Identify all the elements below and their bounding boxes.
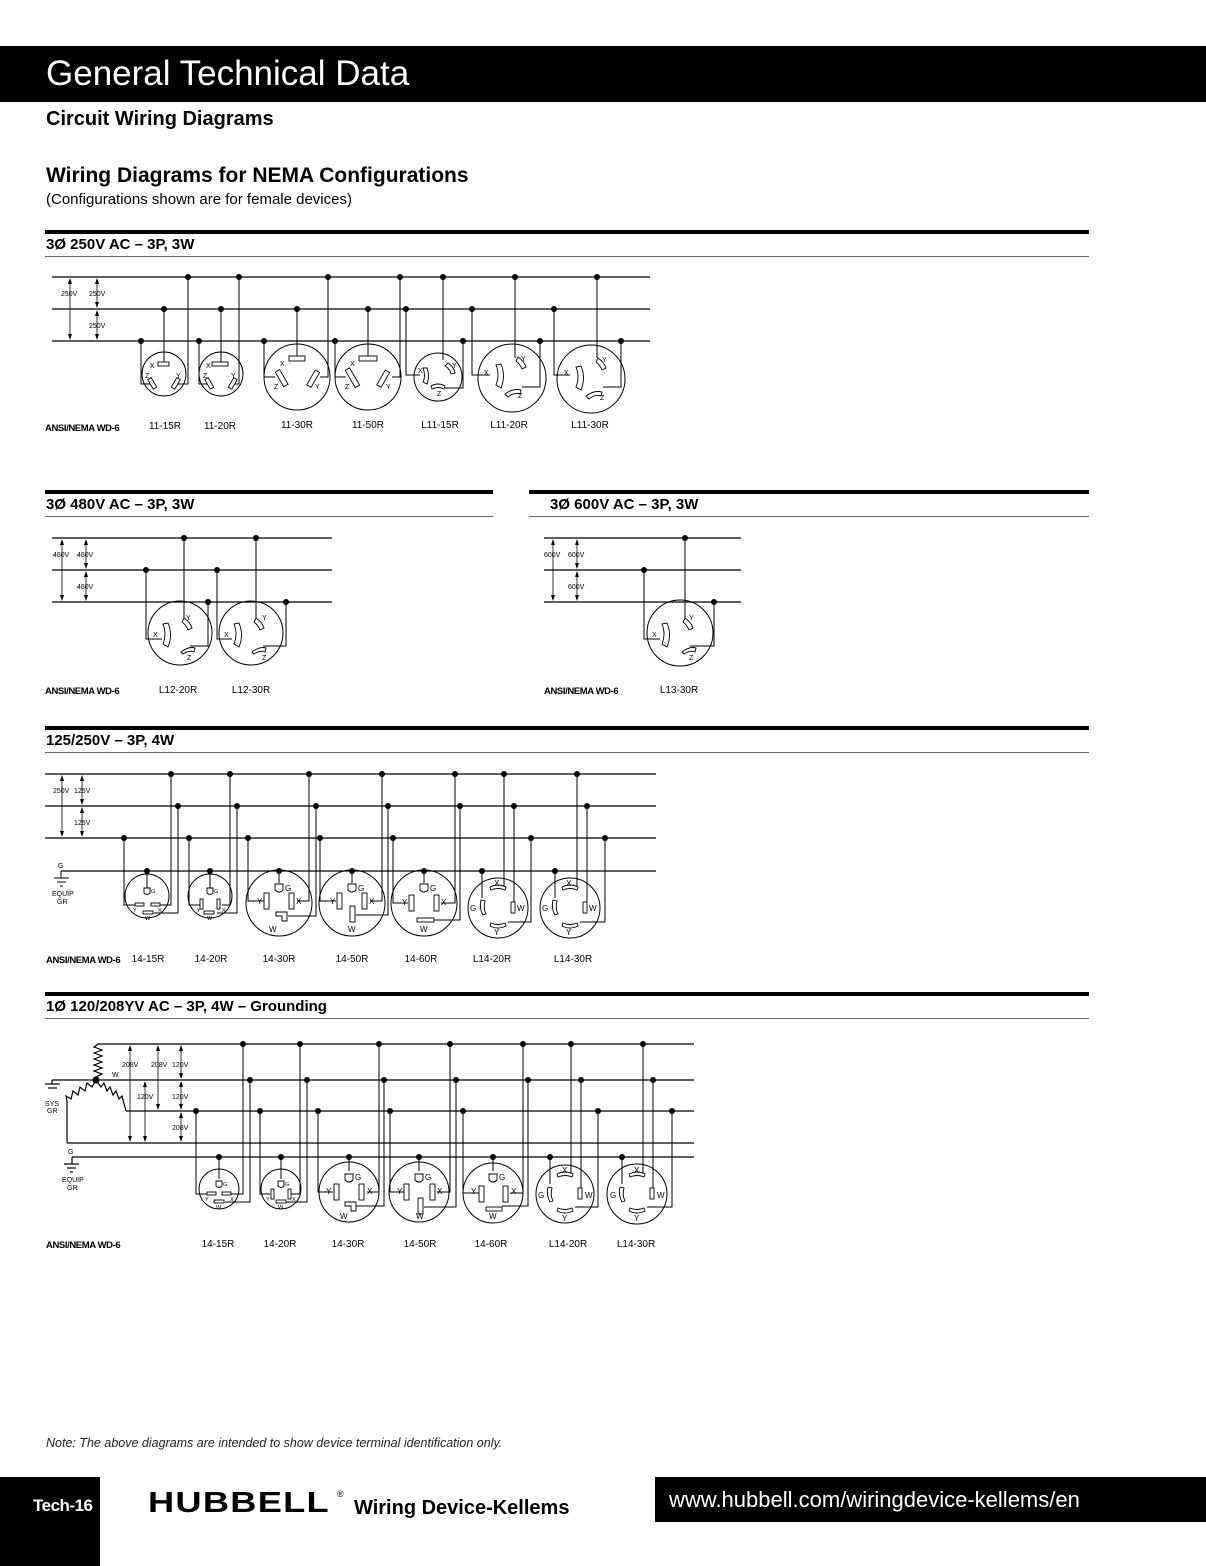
section-note: (Configurations shown are for female devices) [46, 191, 352, 208]
svg-text:X: X [511, 1187, 517, 1196]
svg-text:W: W [489, 1212, 497, 1221]
svg-text:W: W [207, 916, 213, 922]
svg-text:Y: Y [452, 363, 457, 370]
svg-text:X: X [206, 363, 211, 370]
svg-text:Y: Y [386, 384, 391, 391]
svg-text:Y: Y [315, 384, 320, 391]
svg-text:EQUIP: EQUIP [62, 1177, 84, 1184]
svg-text:Y: Y [176, 373, 181, 380]
svg-text:X: X [437, 1187, 443, 1196]
receptacle-label: 11-20R [203, 421, 237, 432]
receptacle-label: 14-30R [262, 954, 296, 965]
brand-logo: HUBBELL [148, 1487, 330, 1519]
svg-text:X: X [564, 370, 569, 377]
svg-text:G: G [358, 884, 365, 893]
svg-text:G: G [151, 889, 156, 895]
receptacle-label: 14-15R [131, 954, 165, 965]
receptacle-label: 14-50R [403, 1239, 437, 1250]
svg-text:W: W [112, 1072, 119, 1079]
svg-text:W: W [216, 1205, 222, 1211]
svg-text:G: G [58, 863, 64, 870]
svg-text:Y: Y [326, 1187, 332, 1196]
receptacle-label: 11-15R [148, 421, 182, 432]
receptacle-label: 14-20R [194, 954, 228, 965]
svg-text:120V: 120V [172, 1062, 189, 1069]
page-number: Tech-16 [33, 1496, 93, 1515]
svg-text:X: X [296, 897, 302, 906]
svg-text:X: X [153, 632, 158, 639]
svg-text:W: W [145, 916, 151, 922]
wiring-diagram-125-250v-3p4w [0, 760, 670, 950]
svg-text:W: W [278, 1205, 284, 1211]
svg-text:Z: Z [437, 391, 442, 398]
svg-text:208V: 208V [172, 1125, 189, 1132]
receptacle-label: L14-20R [548, 1239, 588, 1250]
section-rule [45, 752, 1089, 753]
svg-text:480V: 480V [77, 552, 94, 559]
svg-text:Y: Y [330, 897, 336, 906]
svg-text:W: W [657, 1191, 665, 1200]
receptacle-label: 14-50R [335, 954, 369, 965]
svg-text:Y: Y [133, 908, 137, 914]
svg-text:Z: Z [689, 655, 694, 662]
registered-mark: ® [337, 1489, 344, 1499]
svg-text:X: X [494, 879, 500, 888]
svg-text:Z: Z [203, 373, 208, 380]
svg-text:X: X [634, 1166, 640, 1175]
section-title-480v: 3Ø 480V AC – 3P, 3W [46, 496, 195, 513]
wiring-diagram-120-208v-grounding [0, 1030, 700, 1230]
standard-label: ANSI/NEMA WD-6 [45, 423, 120, 434]
svg-text:Y: Y [186, 615, 191, 622]
svg-text:250V: 250V [53, 788, 70, 795]
svg-text:480V: 480V [53, 552, 70, 559]
svg-text:480V: 480V [77, 584, 94, 591]
page-subtitle: Circuit Wiring Diagrams [46, 108, 274, 130]
receptacle-label: L13-30R [659, 685, 699, 696]
svg-text:Y: Y [266, 1197, 270, 1203]
receptacle-label: 14-60R [404, 954, 438, 965]
receptacle-label: L11-30R [571, 420, 609, 431]
svg-text:X: X [566, 879, 572, 888]
receptacle-label: L11-20R [490, 420, 528, 431]
svg-text:G: G [223, 1182, 228, 1188]
svg-text:Y: Y [566, 928, 572, 937]
svg-text:X: X [441, 898, 447, 907]
wiring-diagram-600v-3p3w [530, 525, 750, 675]
section-title-125-250v: 125/250V – 3P, 4W [46, 732, 175, 749]
receptacle-label: 14-20R [263, 1239, 297, 1250]
svg-text:G: G [542, 904, 549, 913]
standard-label: ANSI/NEMA WD-6 [46, 955, 121, 966]
standard-label: ANSI/NEMA WD-6 [544, 686, 619, 697]
voltage-label: 250V [89, 291, 106, 298]
svg-text:Z: Z [600, 395, 605, 402]
svg-text:GR: GR [67, 1185, 78, 1192]
svg-text:X: X [158, 908, 162, 914]
section-title-120-208v: 1Ø 120/208YV AC – 3P, 4W – Grounding [46, 998, 327, 1015]
receptacle-label: 14-60R [474, 1239, 508, 1250]
svg-text:600V: 600V [544, 552, 561, 559]
section-title-250v: 3Ø 250V AC – 3P, 3W [46, 236, 195, 253]
title-bar [0, 46, 1206, 102]
receptacle-label: L14-30R [616, 1239, 656, 1250]
svg-text:Y: Y [402, 898, 408, 907]
svg-text:G: G [285, 884, 292, 893]
svg-text:Z: Z [345, 384, 350, 391]
receptacle-label: L14-30R [553, 954, 593, 965]
svg-text:G: G [355, 1173, 362, 1182]
svg-text:Y: Y [602, 357, 607, 364]
website-link[interactable]: www.hubbell.com/wiringdevice-kellems/en [669, 1487, 1080, 1512]
voltage-label: 250V [89, 323, 106, 330]
url-block [655, 1477, 1206, 1522]
page-number-block [0, 1477, 100, 1566]
svg-text:W: W [585, 1191, 593, 1200]
svg-text:X: X [367, 1187, 373, 1196]
svg-text:Y: Y [494, 928, 500, 937]
receptacle-label: L14-20R [472, 954, 512, 965]
section-rule [529, 516, 1089, 517]
svg-text:208V: 208V [122, 1062, 139, 1069]
receptacle-label: 14-15R [201, 1239, 235, 1250]
svg-text:X: X [224, 632, 229, 639]
voltage-label: 250V [61, 291, 78, 298]
svg-text:W: W [517, 904, 525, 913]
footnote: Note: The above diagrams are intended to show device terminal identification only. [46, 1436, 503, 1450]
svg-text:W: W [589, 904, 597, 913]
svg-text:W: W [416, 1212, 424, 1221]
section-rule [45, 490, 493, 494]
svg-text:X: X [150, 363, 155, 370]
svg-text:Z: Z [262, 655, 267, 662]
svg-text:X: X [652, 632, 657, 639]
section-rule [45, 726, 1089, 730]
svg-text:Y: Y [521, 356, 526, 363]
svg-text:Y: Y [231, 373, 236, 380]
svg-text:X: X [292, 1197, 296, 1203]
svg-text:G: G [538, 1191, 545, 1200]
section-rule [45, 1018, 1089, 1019]
svg-text:G: G [499, 1173, 506, 1182]
svg-text:X: X [350, 361, 355, 368]
svg-text:GR: GR [57, 899, 68, 906]
svg-text:600V: 600V [568, 584, 585, 591]
svg-text:Y: Y [562, 1214, 568, 1223]
svg-text:Y: Y [197, 908, 201, 914]
wiring-diagram-480v-3p3w [0, 525, 340, 675]
svg-text:Y: Y [262, 615, 267, 622]
svg-text:SYS: SYS [45, 1101, 60, 1108]
section-rule [45, 230, 1089, 234]
svg-text:X: X [484, 370, 489, 377]
svg-text:208V: 208V [151, 1062, 168, 1069]
receptacle-label: 11-50R [351, 420, 385, 431]
svg-text:Y: Y [634, 1214, 640, 1223]
division-name: Wiring Device-Kellems [354, 1497, 570, 1519]
svg-text:G: G [425, 1173, 432, 1182]
section-heading: Wiring Diagrams for NEMA Configurations [46, 164, 469, 187]
svg-text:Z: Z [518, 393, 523, 400]
svg-text:Z: Z [274, 384, 279, 391]
svg-text:Y: Y [689, 615, 694, 622]
wiring-diagram-250v-3p3w [0, 260, 700, 420]
svg-text:G: G [610, 1191, 617, 1200]
svg-text:X: X [230, 1197, 234, 1203]
svg-text:W: W [420, 925, 428, 934]
svg-text:Z: Z [145, 373, 150, 380]
svg-text:125V: 125V [74, 788, 91, 795]
section-rule [529, 490, 1089, 494]
section-rule [45, 516, 493, 517]
svg-text:G: G [285, 1182, 290, 1188]
svg-text:Y: Y [257, 897, 263, 906]
receptacle-label: 14-30R [331, 1239, 365, 1250]
standard-label: ANSI/NEMA WD-6 [45, 686, 120, 697]
svg-text:X: X [280, 361, 285, 368]
svg-text:W: W [269, 925, 277, 934]
page-footer [0, 1477, 1206, 1566]
svg-text:W: W [348, 925, 356, 934]
svg-text:G: G [68, 1149, 74, 1156]
section-rule [45, 256, 1089, 257]
svg-text:X: X [222, 908, 226, 914]
standard-label: ANSI/NEMA WD-6 [46, 1240, 121, 1251]
svg-text:X: X [418, 368, 423, 375]
svg-text:G: G [430, 884, 437, 893]
svg-text:600V: 600V [568, 552, 585, 559]
section-title-600v: 3Ø 600V AC – 3P, 3W [550, 496, 699, 513]
svg-text:W: W [340, 1212, 348, 1221]
svg-text:Y: Y [471, 1187, 477, 1196]
svg-text:X: X [562, 1166, 568, 1175]
svg-text:G: G [470, 904, 477, 913]
svg-text:G: G [214, 889, 219, 895]
svg-text:EQUIP: EQUIP [52, 891, 74, 898]
svg-text:120V: 120V [137, 1094, 154, 1101]
svg-text:125V: 125V [74, 820, 91, 827]
receptacle-label: L12-30R [231, 685, 271, 696]
svg-text:Y: Y [205, 1197, 209, 1203]
svg-text:Y: Y [397, 1187, 403, 1196]
page-title: General Technical Data [46, 54, 410, 93]
svg-text:GR: GR [47, 1108, 58, 1115]
receptacle-label: L11-15R [421, 420, 459, 431]
svg-text:Z: Z [187, 655, 192, 662]
section-rule [45, 992, 1089, 996]
svg-text:120V: 120V [172, 1094, 189, 1101]
receptacle-label: 11-30R [280, 420, 314, 431]
svg-text:X: X [369, 897, 375, 906]
receptacle-label: L12-20R [158, 685, 198, 696]
